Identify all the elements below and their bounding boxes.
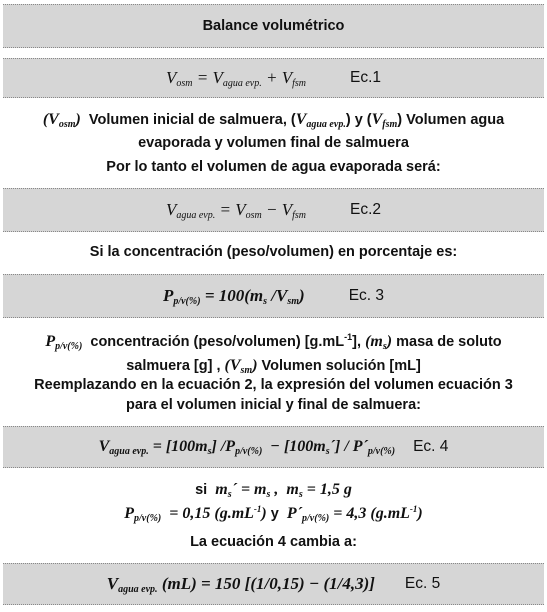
equation-1-label: Ec.1: [350, 69, 382, 86]
equation-3: $P_{p/v(\%)} = 100(m_s$ $/V_{sm}$): [162, 285, 305, 307]
equation-2-label: Ec.2: [350, 201, 382, 218]
equation-4: $V_{agua evp.} = [100m_s] /P_{p/v(\%)}$ − $[100m_s´]$ / $P´_{p/v(\%)}$: [98, 437, 396, 457]
conditions-line-1: si $m_s´ = m_s$ , $m_s = 1,5$ g: [195, 481, 352, 500]
equation-2-band: [3, 188, 544, 232]
equation-4-band: [3, 426, 544, 468]
title-band: [3, 4, 544, 48]
equation-1-band: [3, 58, 544, 98]
equation-1: $V_{osm} = V_{agua evp.} + V_{fsm}$: [165, 67, 306, 89]
equation-4-label: Ec. 4: [413, 438, 449, 455]
conditions-line-2: $P_{p/v(\%)} = 0,15$ $(g.mL^{-1})$ y $P´_{p/v(\%)} = 4,3$ $(g.mL^{-1})$: [124, 504, 423, 524]
equation-5-band: [3, 563, 544, 605]
equation-3-band: [3, 274, 544, 318]
changes-line: La ecuación 4 cambia a:: [190, 534, 357, 550]
concentration-line: Si la concentración (peso/volumen) en porcentaje es:: [89, 244, 458, 260]
definition-volumes: $(V_{osm})$ Volumen inicial de salmuera, $(V_{agua evp.})$ y $(V_{fsm})$ Volumen agua evaporada y volumen final de salmuera: [42, 111, 505, 151]
equation-5: $V_{agua evp.}$ (mL) = 150 [(1/0,15) − (1/4,3)]: [106, 573, 375, 595]
equation-5-label: Ec. 5: [404, 575, 441, 592]
equation-2: $V_{agua evp.} = V_{osm} - V_{fsm}$: [165, 199, 306, 221]
replace-line-1: Reemplazando en la ecuación 2, la expresión del volumen ecuación 3: [34, 377, 513, 393]
therefore-line: Por lo tanto el volumen de agua evaporada será:: [106, 159, 441, 175]
equation-3-label: Ec. 3: [348, 287, 385, 304]
replace-line-2: para el volumen inicial y final de salmuera:: [126, 397, 421, 413]
definition-concentration: $P_{p/v(\%)}$ concentración (peso/volumen) $[g.mL^{-1}]$, $(m_s)$ masa de soluto salmuera [g] , $(V_{sm})$ Volumen solución [mL]: [45, 332, 502, 376]
page-title: Balance volumétrico: [202, 18, 345, 34]
